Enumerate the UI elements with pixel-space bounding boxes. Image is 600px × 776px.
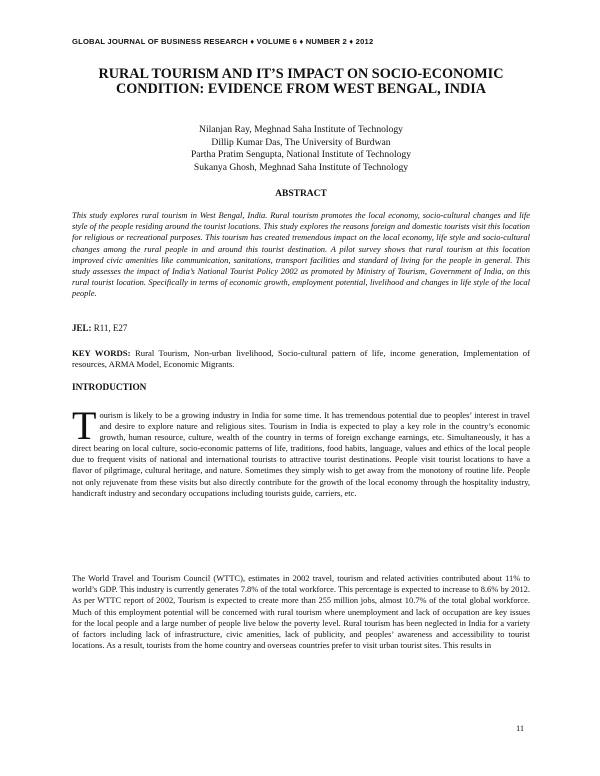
page-number: 11: [516, 723, 525, 733]
abstract-text: This study explores rural tourism in West Bengal, India. Rural tourism promotes the local economy, socio-cultural changes and life style of the people residing around the tourist locations. This study explores the reasons foreign and domestic tourists visit this location for religious or recreational purposes. This tourism has created tremendous impact on the local economy, life style and socio-cultural changes among the rural people in and around this tourist destination. A pilot survey shows that rural tourism at this location improved civic amenities like communication, sanitations, transport facilities and standard of living for the people in general. This study assesses the impact of India’s National Tourist Policy 2002 as promoted by Ministry of Tourism, Government of India, on this rural tourist location. Specifically in terms of economic growth, employment potential, livelihood and changes in life style of the local people.: [72, 210, 530, 299]
author-line: Sukanya Ghosh, Meghnad Saha Institute of Technology: [193, 161, 409, 173]
author-line: Dillip Kumar Das, The University of Burdwan: [211, 136, 391, 148]
jel-value: R11, E27: [91, 323, 128, 333]
abstract-heading: ABSTRACT: [275, 189, 327, 199]
author-line: Nilanjan Ray, Meghnad Saha Institute of Technology: [199, 124, 403, 135]
keywords: [72, 348, 530, 370]
keywords-value: Rural Tourism, Non-urban livelihood, Socio-cultural pattern of life, income generation, Implementation of resources, ARMA Model, Economic Migrants.: [72, 348, 530, 370]
jel-codes: [72, 323, 127, 333]
paragraph: The World Travel and Tourism Council (WTTC), estimates in 2002 travel, tourism and related activities contributed about 11% to world’s GDP. This industry is currently generates 7.8% of the total workforce. This percentage is expected to increase to 8.6% by 2012. As per WTTC report of 2002, Tourism is expected to create more than 255 million jobs, almost 10.7% of the total global workforce. Much of this employment potential will be concerned with rural tourism where unemployment and lack of occupation are key issues for the local people and a large number of people live below the poverty level. Rural tourism has been neglected in India for a variety of factors including lack of infrastructure, civic amenities, lack of publicity, and peoples’ awareness and accessibility to tourist locations. As a result, tourists from the home country and overseas countries prefer to visit urban tourist sites. This results in: [72, 573, 530, 651]
paper-title: RURAL TOURISM AND IT’S IMPACT ON SOCIO-ECONOMIC CONDITION: EVIDENCE FROM WEST BENGAL, INDIA: [98, 66, 504, 98]
jel-label: JEL:: [72, 323, 92, 333]
keywords-label: KEY WORDS:: [72, 348, 131, 358]
paragraph-text: ourism is likely to be a growing industry in India for some time. It has tremendous potential due to peoples’ interest in travel and desire to explore nature and religious sites. Tourism in India is expected to play a key role in the country’s economic growth, human resource, culture, wealth of the country in terms of foreign exchange earnings, etc. Simultaneously, it has a direct bearing on local culture, socio-economic patterns of life, traditions, food habits, language, values and ethics of the local people due to frequent visits of national and international tourists to attractive tourist destinations. People visit tourist locations to have a flavor of pilgrimage, cultural heritage, and nature. Sometimes they simply wish to get away from the monotony of routine life. People not only rejuvenate from these visits but also directly contribute for the growth of the local economy through the hospitality industry, handicraft industry and secondary occupations including tourists guide, carriers, etc.: [72, 410, 530, 498]
author-line: Partha Pratim Sengupta, National Institute of Technology: [190, 149, 412, 160]
author-list: [70, 124, 532, 174]
section-heading-introduction: INTRODUCTION: [72, 383, 147, 393]
running-head: GLOBAL JOURNAL OF BUSINESS RESEARCH ♦ VOLUME 6 ♦ NUMBER 2 ♦ 2012: [72, 37, 374, 46]
paragraph: [72, 403, 530, 499]
drop-cap: T: [72, 403, 97, 448]
